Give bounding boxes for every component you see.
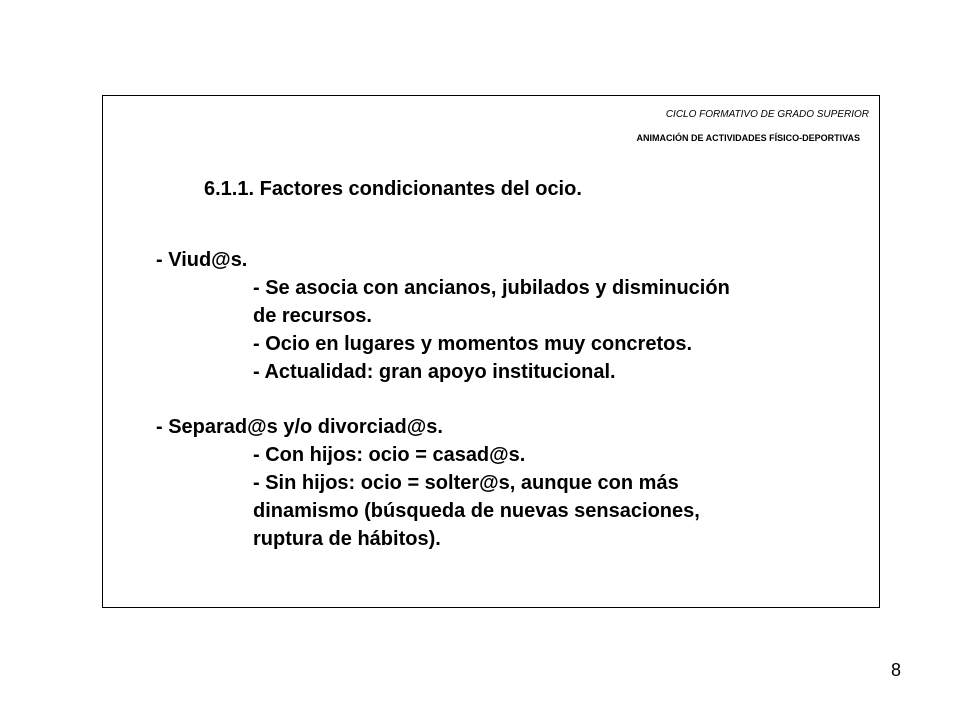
viudos-line-2: de recursos. <box>253 305 372 327</box>
header-program: CICLO FORMATIVO DE GRADO SUPERIOR <box>665 109 869 120</box>
viudos-line-3: - Ocio en lugares y momentos muy concretos. <box>253 333 693 355</box>
page-number: 8 <box>891 660 902 680</box>
section-heading-separados: - Separad@s y/o divorciad@s. <box>156 416 443 438</box>
slide-frame <box>102 95 880 608</box>
separados-line-3: dinamismo (búsqueda de nuevas sensaciones, <box>253 500 700 522</box>
viudos-line-1: - Se asocia con ancianos, jubilados y disminución <box>253 277 730 299</box>
viudos-line-4: - Actualidad: gran apoyo institucional. <box>253 361 616 383</box>
section-title: 6.1.1. Factores condicionantes del ocio. <box>204 178 582 200</box>
separados-line-1: - Con hijos: ocio = casad@s. <box>253 444 526 466</box>
header-course: ANIMACIÓN DE ACTIVIDADES FÍSICO-DEPORTIVAS <box>636 133 860 143</box>
section-heading-viudos: - Viud@s. <box>156 249 248 271</box>
separados-line-4: ruptura de hábitos). <box>253 528 441 550</box>
separados-line-2: - Sin hijos: ocio = solter@s, aunque con más <box>253 472 679 494</box>
